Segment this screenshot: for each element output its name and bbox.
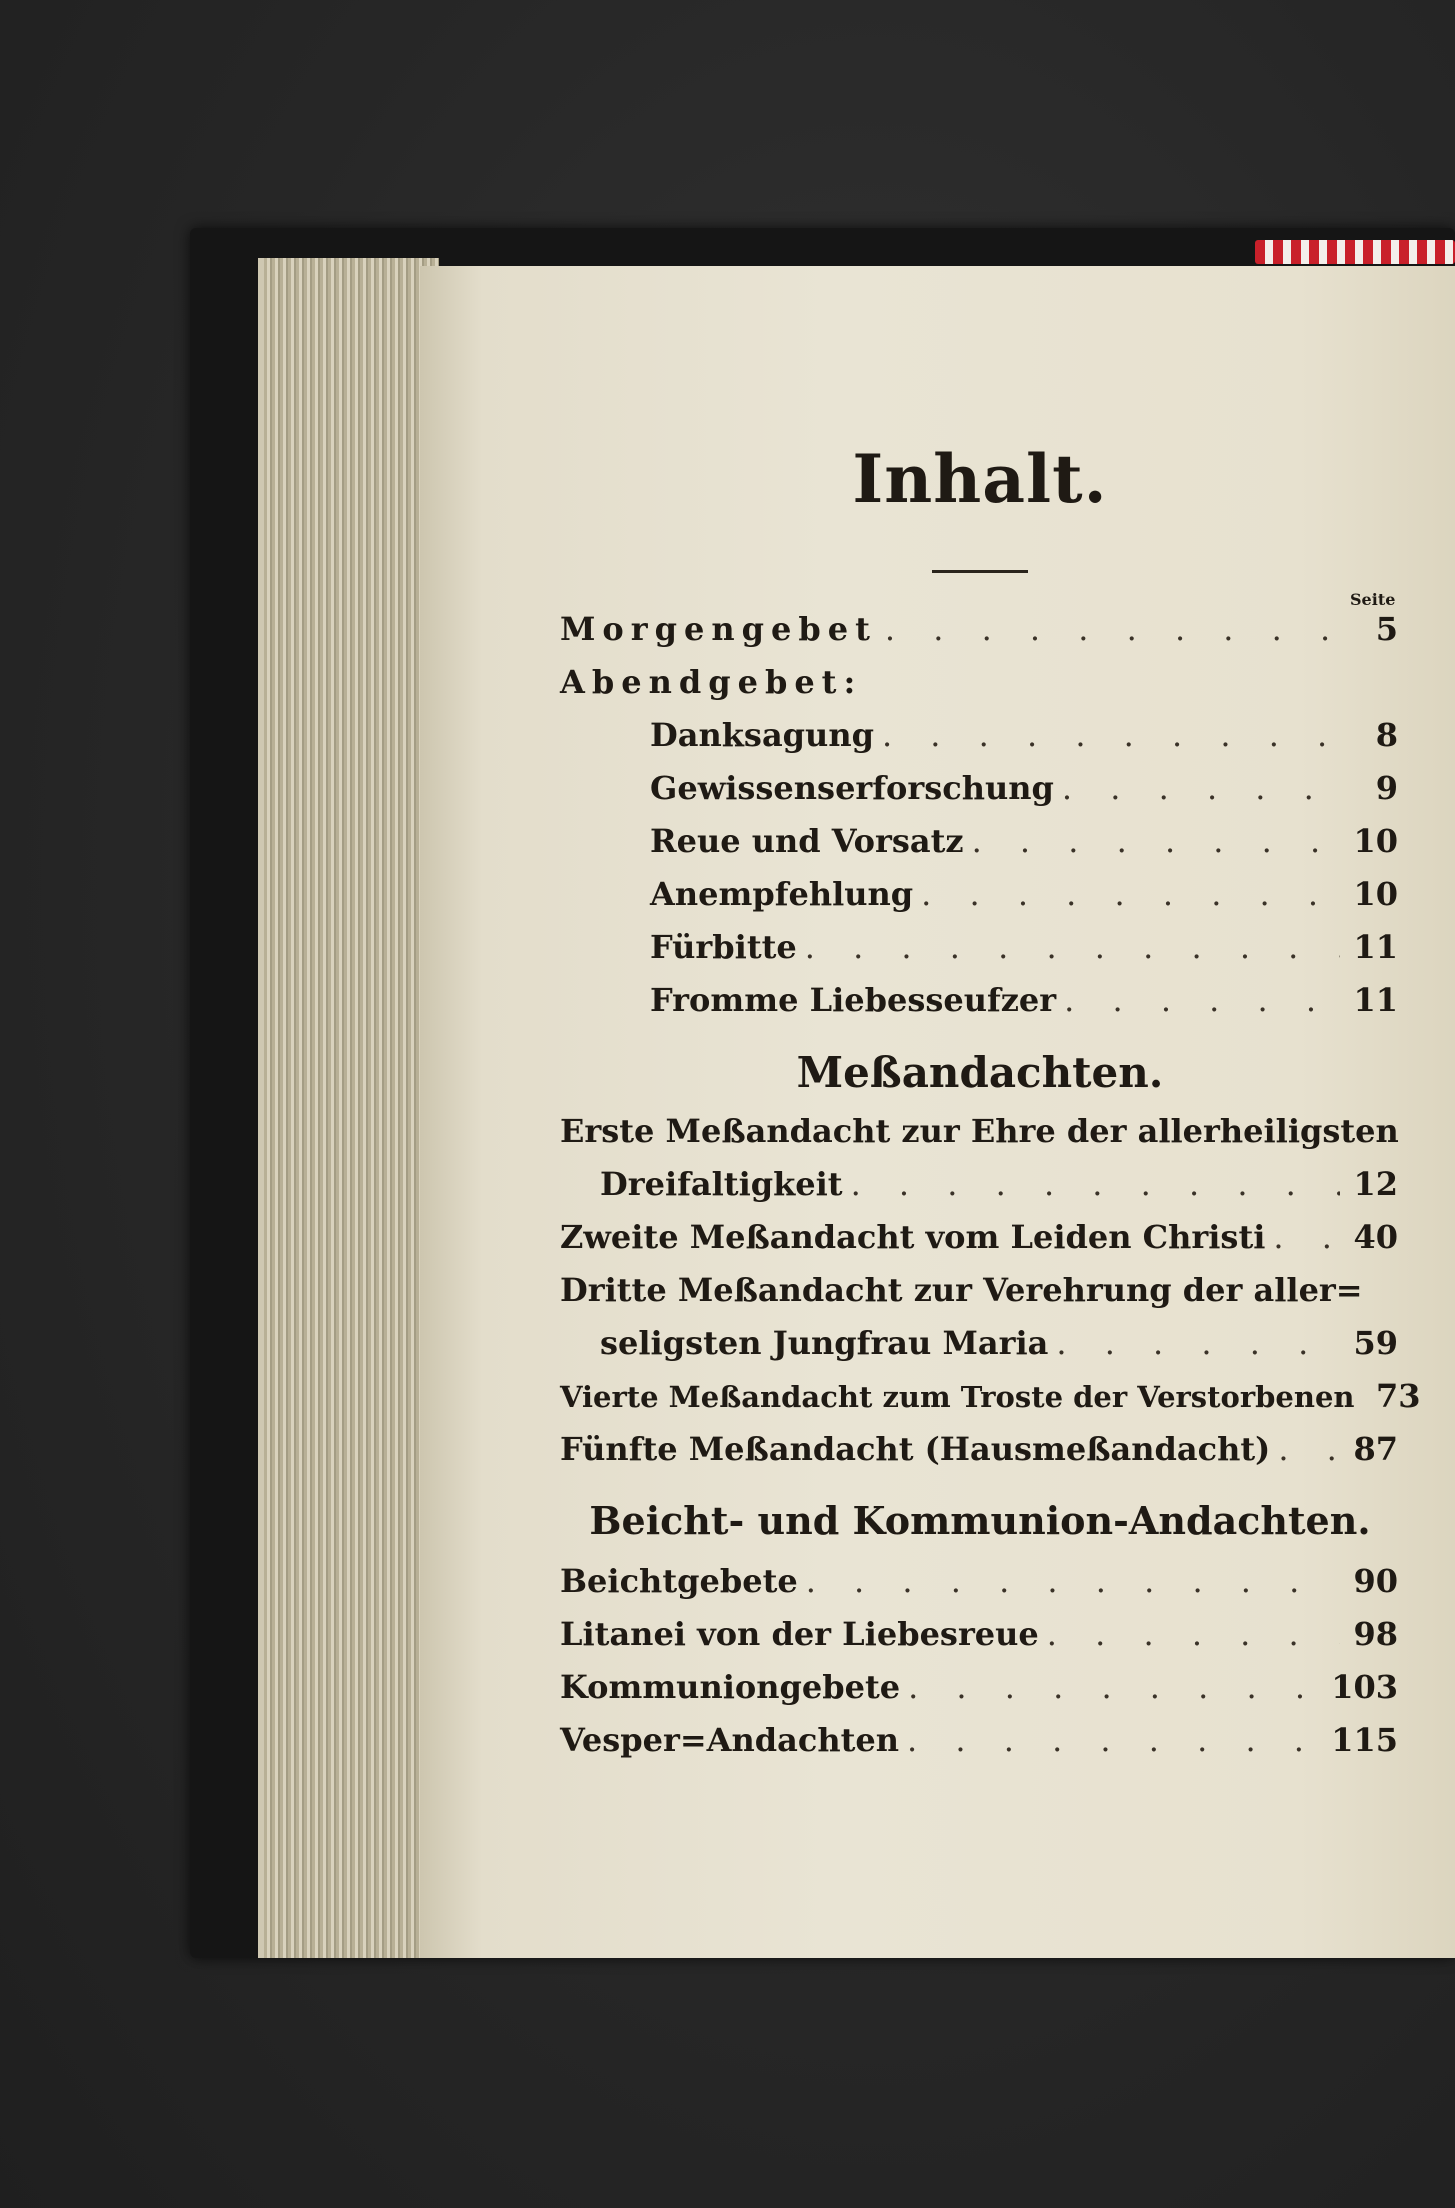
toc-entry [650, 822, 1398, 872]
entry-label: Fürbitte [650, 928, 797, 966]
toc-entry [560, 610, 1398, 660]
toc-entry [560, 1430, 1398, 1480]
entry-page: 103 [1331, 1668, 1398, 1706]
leader-dots [972, 822, 1340, 860]
entry-page: 10 [1353, 822, 1398, 860]
leader-dots [1064, 981, 1340, 1019]
page-title: Inhalt. [852, 440, 1108, 518]
toc-entry [650, 981, 1398, 1031]
leader-dots [806, 1562, 1340, 1600]
entry-page: 11 [1353, 981, 1398, 1019]
entry-page: 87 [1353, 1430, 1398, 1468]
toc-entry [560, 1721, 1398, 1771]
leader-dots [805, 928, 1340, 966]
toc-entry [650, 875, 1398, 925]
leader-dots [921, 875, 1340, 913]
section-heading-mass: Meßandachten. [796, 1048, 1164, 1097]
toc-entry [560, 1218, 1398, 1268]
leader-dots [907, 1721, 1323, 1759]
entry-page: 98 [1353, 1615, 1398, 1653]
entry-page: 9 [1375, 769, 1398, 807]
section-heading-confession: Beicht- und Kommunion-Andachten. [589, 1498, 1371, 1543]
toc-entry [650, 716, 1398, 766]
toc-entry [560, 663, 1398, 713]
entry-first-line: Dritte Meßandacht zur Verehrung der aller= [560, 1271, 1363, 1309]
page-edges [258, 258, 439, 1958]
entry-label: Zweite Meßandacht vom Leiden Christi [560, 1218, 1266, 1256]
entry-label: seligsten Jungfrau Maria [600, 1324, 1049, 1362]
entry-page: 12 [1353, 1165, 1398, 1203]
entry-label: Vierte Meßandacht zum Troste der Verstorbenen [560, 1380, 1355, 1414]
leader-dots [1062, 769, 1340, 807]
entry-first-line: Erste Meßandacht zur Ehre der allerheiligsten [560, 1112, 1399, 1150]
entry-page: 90 [1353, 1562, 1398, 1600]
entry-label: Reue und Vorsatz [650, 822, 964, 860]
toc-entry [560, 1615, 1398, 1665]
entry-label: Litanei von der Liebesreue [560, 1615, 1039, 1653]
entry-label: Anempfehlung [650, 875, 914, 913]
entry-page: 8 [1375, 716, 1398, 754]
leader-dots [1278, 1430, 1340, 1468]
toc-entry [560, 1377, 1421, 1427]
entry-label: Abendgebet: [560, 663, 863, 701]
leader-dots [1056, 1324, 1340, 1362]
leader-dots [882, 716, 1340, 754]
entry-label: Morgengebet [560, 610, 877, 648]
entry-label: Fromme Liebesseufzer [650, 981, 1057, 1019]
entry-label: Beichtgebete [560, 1562, 798, 1600]
toc-entry [600, 1165, 1398, 1215]
entry-page: 10 [1353, 875, 1398, 913]
toc-entry [650, 769, 1398, 819]
bookmark-ribbon [1255, 240, 1455, 264]
entry-label: Gewissenserforschung [650, 769, 1054, 807]
entry-label: Dreifaltigkeit [600, 1165, 843, 1203]
page-column-header: Seite [1350, 590, 1396, 609]
toc-entry [600, 1324, 1398, 1374]
entry-label: Danksagung [650, 716, 874, 754]
toc-entry [560, 1668, 1398, 1718]
leader-dots [851, 1165, 1340, 1203]
leader-dots [1273, 1218, 1340, 1256]
entry-page: 115 [1331, 1721, 1398, 1759]
leader-dots [1047, 1615, 1340, 1653]
entry-label: Fünfte Meßandacht (Hausmeßandacht) [560, 1430, 1271, 1468]
entry-label: Vesper=Andachten [560, 1721, 900, 1759]
toc-entry [650, 928, 1398, 978]
entry-page: 73 [1375, 1377, 1421, 1415]
leader-dots [908, 1668, 1323, 1706]
entry-page: 5 [1375, 610, 1398, 648]
title-rule [932, 570, 1028, 573]
leader-dots [885, 610, 1340, 648]
entry-page: 40 [1353, 1218, 1398, 1256]
toc-entry [560, 1562, 1398, 1612]
entry-page: 11 [1353, 928, 1398, 966]
entry-page: 59 [1353, 1324, 1398, 1362]
entry-label: Kommuniongebete [560, 1668, 901, 1706]
